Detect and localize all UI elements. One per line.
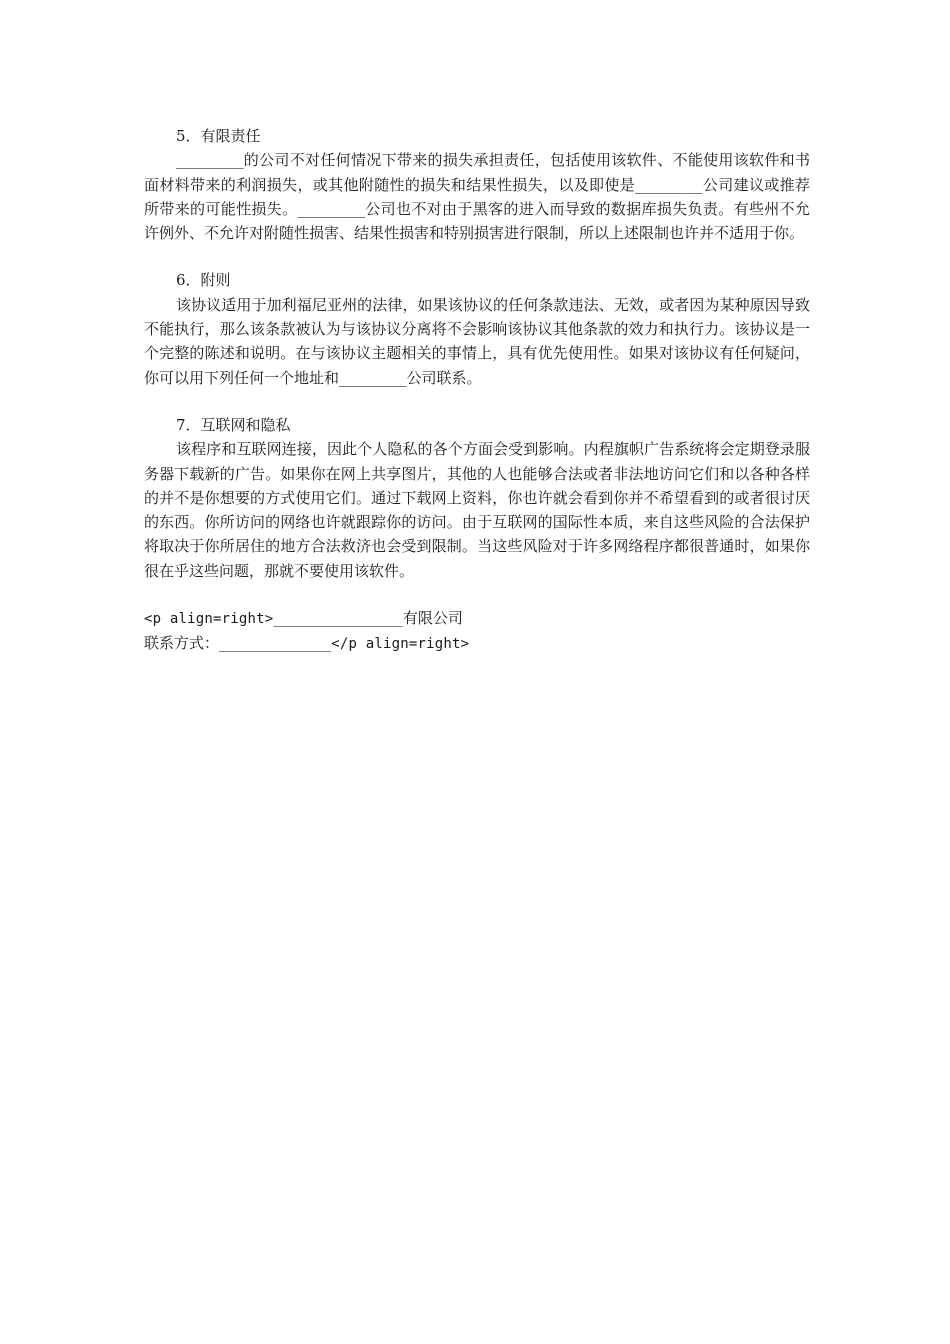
- contact-blank: _____________: [219, 636, 332, 653]
- contact-label: 联系方式：: [144, 634, 220, 653]
- section-miscellaneous: [144, 268, 810, 389]
- section-paragraph: _________的公司不对任何情况下带来的损失承担责任，包括使用该软件、不能使用该软件和书面材料带来的利润损失，或其他附随性的损失和结果性损失，以及即使是_________公司建议或推荐所带来的可能性损失。_________公司也不对由于黑客的进入而导致的数据库损失负责。有些州不允许例外、不允许对附随性损害、结果性损害和特别损害进行限制，所以上述限制也许并不适用于你。: [144, 151, 810, 243]
- html-tag-open: <p align=right>: [144, 611, 274, 628]
- section-heading: 5．有限责任: [176, 127, 261, 145]
- contact-line: [144, 631, 810, 656]
- document-body: [144, 124, 810, 657]
- company-name-blank: _______________: [273, 611, 403, 628]
- section-internet-privacy: [144, 413, 810, 583]
- section-paragraph: 该协议适用于加利福尼亚州的法律，如果该协议的任何条款违法、无效，或者因为某种原因导致不能执行，那么该条款被认为与该协议分离将不会影响该协议其他条款的效力和执行力。该协议是一个完整的陈述和说明。在与该协议主题相关的事情上，具有优先使用性。如果对该协议有任何疑问，你可以用下列任何一个地址和_________公司联系。: [144, 295, 810, 387]
- section-limited-liability: [144, 124, 810, 245]
- section-heading: 6．附则: [176, 271, 231, 290]
- section-paragraph: 该程序和互联网连接，因此个人隐私的各个方面会受到影响。内程旗帜广告系统将会定期登录服务器下载新的广告。如果你在网上共享图片，其他的人也能够合法或者非法地访问它们和以各种各样的并不是你想要的方式使用它们。通过下载网上资料，你也许就会看到你并不希望看到的或者很讨厌的东西。你所访问的网络也许就跟踪你的访问。由于互联网的国际性本质，来自这些风险的合法保护将取决于你所居住的地方合法救济也会受到限制。当这些风险对于许多网络程序都很普通时，如果你很在乎这些问题，那就不要使用该软件。: [144, 440, 810, 580]
- html-tag-close: </p align=right>: [331, 636, 470, 653]
- signature-block: [144, 606, 810, 657]
- section-heading: 7．互联网和隐私: [176, 415, 291, 434]
- company-line: [144, 606, 810, 631]
- company-suffix: 有限公司: [402, 609, 463, 628]
